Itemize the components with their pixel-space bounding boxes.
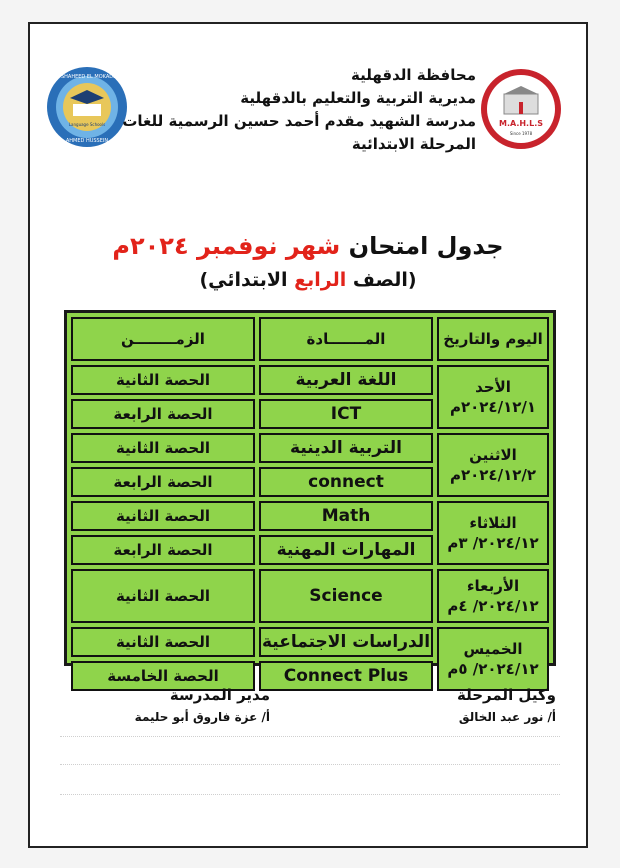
header-day: اليوم والتاريخ bbox=[437, 317, 549, 361]
subject-cell: الدراسات الاجتماعية bbox=[259, 627, 433, 657]
subject-cell: ICT bbox=[259, 399, 433, 429]
school-seal-right bbox=[480, 68, 562, 150]
day-cell bbox=[437, 365, 549, 429]
table-row bbox=[71, 627, 549, 657]
subject-cell: التربية الدينية bbox=[259, 433, 433, 463]
period-cell: الحصة الثانية bbox=[71, 433, 255, 463]
day-cell bbox=[437, 501, 549, 565]
period-cell: الحصة الثانية bbox=[71, 501, 255, 531]
period-cell: الحصة الرابعة bbox=[71, 535, 255, 565]
directorate-line: مديرية التربية والتعليم بالدقهلية bbox=[240, 89, 476, 107]
subtitle-grade: الرابع bbox=[294, 269, 347, 291]
table-row bbox=[71, 501, 549, 531]
day-date: ٢٠٢٤/١٢/٢م bbox=[449, 466, 537, 484]
header-period: الزمــــــــن bbox=[71, 317, 255, 361]
letterhead bbox=[122, 64, 476, 156]
title-month: شهر نوفمبر ٢٠٢٤م bbox=[112, 232, 341, 260]
subtitle-open: (الصف bbox=[352, 269, 417, 291]
seal-left-mid-text: Language Schools bbox=[68, 122, 106, 127]
day-date: ٢٠٢٤/١٢/ ٣م bbox=[447, 534, 539, 552]
seal-left-bottom-text: AHMED HUSSEIN bbox=[65, 138, 109, 144]
subject-cell: Connect Plus bbox=[259, 661, 433, 691]
day-name: الخميس bbox=[463, 640, 523, 658]
divider-line bbox=[60, 764, 560, 765]
divider-line bbox=[60, 736, 560, 737]
header-subject: المـــــــادة bbox=[259, 317, 433, 361]
period-cell: الحصة الرابعة bbox=[71, 399, 255, 429]
day-name: الأربعاء bbox=[466, 577, 520, 595]
day-cell bbox=[437, 627, 549, 691]
title-text: جدول امتحان bbox=[348, 232, 504, 260]
grade-subtitle bbox=[30, 269, 586, 291]
day-cell bbox=[437, 433, 549, 497]
subject-cell: اللغة العربية bbox=[259, 365, 433, 395]
period-cell: الحصة الرابعة bbox=[71, 467, 255, 497]
day-name: الأحد bbox=[475, 378, 511, 396]
governorate-line: محافظة الدقهلية bbox=[351, 66, 476, 84]
divider-line bbox=[60, 794, 560, 795]
exam-schedule-table bbox=[64, 310, 556, 686]
principal-signature bbox=[70, 686, 270, 724]
deputy-name: أ/ نور عبد الخالق bbox=[458, 710, 556, 724]
table-row bbox=[71, 365, 549, 395]
document-page bbox=[28, 22, 588, 848]
day-date: ٢٠٢٤/١٢/ ٥م bbox=[447, 660, 539, 678]
page-title bbox=[30, 232, 586, 260]
subject-cell: connect bbox=[259, 467, 433, 497]
subtitle-close: الابتدائي) bbox=[199, 269, 288, 291]
seal-left-top-text: EL SHAHEED EL MOKADEM bbox=[53, 74, 121, 80]
day-date: ٢٠٢٤/١٢/١م bbox=[449, 398, 537, 416]
period-cell: الحصة الخامسة bbox=[71, 661, 255, 691]
seal-right-text: M.A.H.L.S bbox=[498, 119, 544, 128]
day-name: الثلاثاء bbox=[469, 514, 517, 532]
principal-name: أ/ عزة فاروق أبو حليمة bbox=[134, 710, 270, 724]
school-seal-left bbox=[46, 66, 128, 148]
day-name: الاثنين bbox=[469, 446, 517, 464]
seal-right-sub-text: Since 1978 bbox=[509, 131, 533, 136]
subject-cell: Science bbox=[259, 569, 433, 623]
period-cell: الحصة الثانية bbox=[71, 365, 255, 395]
stage-line: المرحلة الابتدائية bbox=[351, 135, 476, 153]
period-cell: الحصة الثانية bbox=[71, 569, 255, 623]
day-cell bbox=[437, 569, 549, 623]
table-row bbox=[71, 569, 549, 623]
deputy-signature bbox=[336, 686, 556, 724]
subject-cell: المهارات المهنية bbox=[259, 535, 433, 565]
subject-cell: Math bbox=[259, 501, 433, 531]
table-header-row bbox=[71, 317, 549, 361]
period-cell: الحصة الثانية bbox=[71, 627, 255, 657]
table-row bbox=[71, 433, 549, 463]
principal-title: مدير المدرسة bbox=[169, 686, 270, 704]
school-name-line: مدرسة الشهيد مقدم أحمد حسين الرسمية للغات bbox=[122, 112, 476, 130]
deputy-title: وكيل المرحلة bbox=[457, 686, 556, 704]
day-date: ٢٠٢٤/١٢/ ٤م bbox=[447, 597, 539, 615]
